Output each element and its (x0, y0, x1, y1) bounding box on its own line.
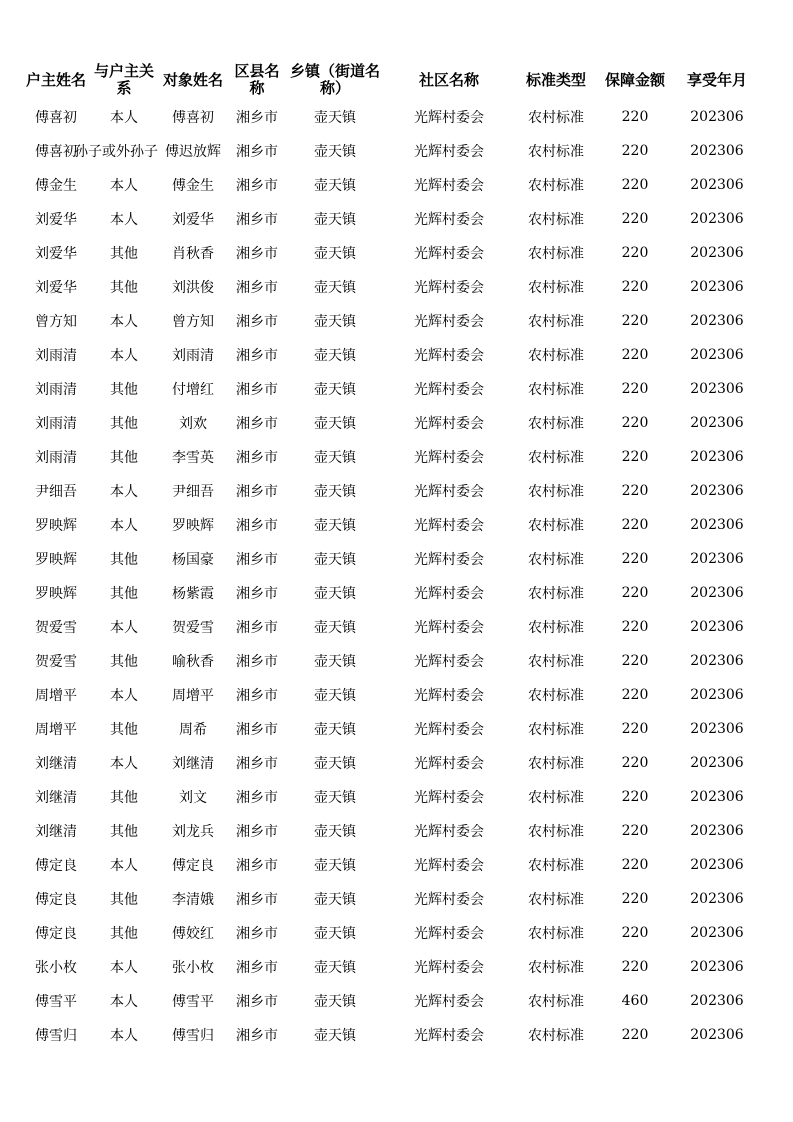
recipient-name-cell: 杨国豪 (172, 552, 214, 568)
recipient-name-cell: 傅喜初 (172, 110, 214, 126)
county-cell: 湘乡市 (236, 110, 278, 126)
township-cell: 壶天镇 (314, 314, 356, 330)
householder-name-cell: 刘雨清 (35, 348, 77, 364)
recipient-name-cell: 傅姣红 (172, 926, 214, 942)
table-row (22, 508, 762, 542)
community-cell: 光辉村委会 (414, 824, 484, 840)
relation-cell: 其他 (110, 722, 138, 738)
county-cell: 湘乡市 (236, 518, 278, 534)
table-row (22, 950, 762, 984)
amount-cell: 220 (621, 891, 649, 907)
township-cell: 壶天镇 (314, 280, 356, 296)
period-cell: 202306 (690, 245, 744, 261)
table-row (22, 440, 762, 474)
period-cell: 202306 (690, 619, 744, 635)
householder-name-cell: 张小枚 (35, 960, 77, 976)
header-relation: 与户主关系 (93, 62, 154, 97)
relation-cell: 其他 (110, 280, 138, 296)
header-householder-name: 户主姓名 (25, 70, 86, 89)
householder-name-cell: 贺爱雪 (35, 654, 77, 670)
table-row (22, 678, 762, 712)
recipient-name-cell: 刘洪俊 (172, 280, 214, 296)
community-cell: 光辉村委会 (414, 994, 484, 1010)
amount-cell: 220 (621, 245, 649, 261)
table-body (22, 100, 762, 1052)
table-row (22, 814, 762, 848)
community-cell: 光辉村委会 (414, 1028, 484, 1044)
community-cell: 光辉村委会 (414, 314, 484, 330)
amount-cell: 220 (621, 211, 649, 227)
county-cell: 湘乡市 (236, 722, 278, 738)
recipient-name-cell: 罗映辉 (172, 518, 214, 534)
period-cell: 202306 (690, 279, 744, 295)
amount-cell: 220 (621, 755, 649, 771)
householder-name-cell: 刘继清 (35, 790, 77, 806)
recipient-name-cell: 付增红 (172, 382, 214, 398)
township-cell: 壶天镇 (314, 722, 356, 738)
header-amount: 保障金额 (604, 70, 665, 89)
relation-cell: 本人 (110, 960, 138, 976)
amount-cell: 220 (621, 279, 649, 295)
table-row (22, 202, 762, 236)
county-cell: 湘乡市 (236, 314, 278, 330)
community-cell: 光辉村委会 (414, 926, 484, 942)
township-cell: 壶天镇 (314, 518, 356, 534)
standard-type-cell: 农村标准 (528, 348, 584, 364)
amount-cell: 220 (621, 483, 649, 499)
header-row (22, 60, 762, 100)
householder-name-cell: 周增平 (35, 688, 77, 704)
householder-name-cell: 刘雨清 (35, 450, 77, 466)
householder-name-cell: 罗映辉 (35, 552, 77, 568)
amount-cell: 220 (621, 619, 649, 635)
township-cell: 壶天镇 (314, 144, 356, 160)
table-row (22, 746, 762, 780)
period-cell: 202306 (690, 721, 744, 737)
standard-type-cell: 农村标准 (528, 586, 584, 602)
table-row (22, 134, 762, 168)
county-cell: 湘乡市 (236, 144, 278, 160)
period-cell: 202306 (690, 449, 744, 465)
householder-name-cell: 傅雪平 (35, 994, 77, 1010)
county-cell: 湘乡市 (236, 620, 278, 636)
recipient-name-cell: 周希 (179, 722, 207, 738)
table-row (22, 304, 762, 338)
community-cell: 光辉村委会 (414, 620, 484, 636)
standard-type-cell: 农村标准 (528, 212, 584, 228)
standard-type-cell: 农村标准 (528, 484, 584, 500)
community-cell: 光辉村委会 (414, 450, 484, 466)
township-cell: 壶天镇 (314, 756, 356, 772)
householder-name-cell: 尹细吾 (35, 484, 77, 500)
householder-name-cell: 傅雪归 (35, 1028, 77, 1044)
county-cell: 湘乡市 (236, 552, 278, 568)
county-cell: 湘乡市 (236, 178, 278, 194)
township-cell: 壶天镇 (314, 416, 356, 432)
period-cell: 202306 (690, 551, 744, 567)
recipient-name-cell: 肖秋香 (172, 246, 214, 262)
period-cell: 202306 (690, 517, 744, 533)
township-cell: 壶天镇 (314, 654, 356, 670)
community-cell: 光辉村委会 (414, 688, 484, 704)
period-cell: 202306 (690, 925, 744, 941)
community-cell: 光辉村委会 (414, 110, 484, 126)
relation-cell: 本人 (110, 110, 138, 126)
householder-name-cell: 傅定良 (35, 892, 77, 908)
table-header (22, 60, 762, 100)
relation-cell: 本人 (110, 858, 138, 874)
amount-cell: 220 (621, 381, 649, 397)
table-row (22, 372, 762, 406)
period-cell: 202306 (690, 653, 744, 669)
recipient-name-cell: 刘欢 (179, 416, 207, 432)
recipient-name-cell: 张小枚 (172, 960, 214, 976)
relation-cell: 本人 (110, 1028, 138, 1044)
community-cell: 光辉村委会 (414, 246, 484, 262)
relation-cell: 本人 (110, 348, 138, 364)
community-cell: 光辉村委会 (414, 586, 484, 602)
amount-cell: 220 (621, 959, 649, 975)
township-cell: 壶天镇 (314, 348, 356, 364)
standard-type-cell: 农村标准 (528, 1028, 584, 1044)
period-cell: 202306 (690, 143, 744, 159)
standard-type-cell: 农村标准 (528, 178, 584, 194)
period-cell: 202306 (690, 381, 744, 397)
county-cell: 湘乡市 (236, 246, 278, 262)
recipient-name-cell: 傅雪平 (172, 994, 214, 1010)
table-row (22, 1018, 762, 1052)
period-cell: 202306 (690, 313, 744, 329)
period-cell: 202306 (690, 687, 744, 703)
township-cell: 壶天镇 (314, 790, 356, 806)
township-cell: 壶天镇 (314, 484, 356, 500)
recipient-name-cell: 刘雨清 (172, 348, 214, 364)
table-row (22, 576, 762, 610)
county-cell: 湘乡市 (236, 416, 278, 432)
county-cell: 湘乡市 (236, 280, 278, 296)
header-county: 区县名称 (234, 62, 280, 97)
relation-cell: 其他 (110, 824, 138, 840)
table-row (22, 848, 762, 882)
county-cell: 湘乡市 (236, 450, 278, 466)
table-row (22, 916, 762, 950)
county-cell: 湘乡市 (236, 756, 278, 772)
householder-name-cell: 刘爱华 (35, 212, 77, 228)
table-row (22, 882, 762, 916)
community-cell: 光辉村委会 (414, 212, 484, 228)
county-cell: 湘乡市 (236, 1028, 278, 1044)
township-cell: 壶天镇 (314, 892, 356, 908)
period-cell: 202306 (690, 959, 744, 975)
community-cell: 光辉村委会 (414, 858, 484, 874)
relation-cell: 其他 (110, 586, 138, 602)
recipient-name-cell: 周增平 (172, 688, 214, 704)
relation-cell: 孙子或外孙子 (74, 144, 158, 160)
community-cell: 光辉村委会 (414, 654, 484, 670)
township-cell: 壶天镇 (314, 688, 356, 704)
relation-cell: 其他 (110, 552, 138, 568)
document-sheet (22, 60, 762, 1052)
relation-cell: 本人 (110, 756, 138, 772)
township-cell: 壶天镇 (314, 960, 356, 976)
table-row (22, 338, 762, 372)
amount-cell: 220 (621, 109, 649, 125)
standard-type-cell: 农村标准 (528, 110, 584, 126)
relation-cell: 本人 (110, 484, 138, 500)
standard-type-cell: 农村标准 (528, 382, 584, 398)
county-cell: 湘乡市 (236, 994, 278, 1010)
period-cell: 202306 (690, 891, 744, 907)
relation-cell: 本人 (110, 620, 138, 636)
standard-type-cell: 农村标准 (528, 722, 584, 738)
community-cell: 光辉村委会 (414, 960, 484, 976)
householder-name-cell: 傅定良 (35, 926, 77, 942)
recipient-name-cell: 傅雪归 (172, 1028, 214, 1044)
community-cell: 光辉村委会 (414, 348, 484, 364)
township-cell: 壶天镇 (314, 450, 356, 466)
recipient-name-cell: 刘继清 (172, 756, 214, 772)
recipient-name-cell: 贺爱雪 (172, 620, 214, 636)
period-cell: 202306 (690, 483, 744, 499)
header-township: 乡镇（街道名称） (289, 62, 380, 97)
table-row (22, 270, 762, 304)
amount-cell: 220 (621, 177, 649, 193)
relation-cell: 其他 (110, 416, 138, 432)
township-cell: 壶天镇 (314, 246, 356, 262)
relation-cell: 其他 (110, 450, 138, 466)
community-cell: 光辉村委会 (414, 552, 484, 568)
township-cell: 壶天镇 (314, 382, 356, 398)
header-period: 享受年月 (686, 70, 747, 89)
relation-cell: 其他 (110, 892, 138, 908)
county-cell: 湘乡市 (236, 790, 278, 806)
amount-cell: 220 (621, 143, 649, 159)
recipient-name-cell: 傅迟放辉 (165, 144, 221, 160)
householder-name-cell: 傅金生 (35, 178, 77, 194)
community-cell: 光辉村委会 (414, 416, 484, 432)
householder-name-cell: 刘爱华 (35, 246, 77, 262)
recipient-name-cell: 傅定良 (172, 858, 214, 874)
standard-type-cell: 农村标准 (528, 688, 584, 704)
table-row (22, 984, 762, 1018)
community-cell: 光辉村委会 (414, 484, 484, 500)
amount-cell: 220 (621, 347, 649, 363)
community-cell: 光辉村委会 (414, 518, 484, 534)
period-cell: 202306 (690, 211, 744, 227)
table-row (22, 644, 762, 678)
recipient-name-cell: 刘文 (179, 790, 207, 806)
householder-name-cell: 贺爱雪 (35, 620, 77, 636)
standard-type-cell: 农村标准 (528, 620, 584, 636)
township-cell: 壶天镇 (314, 926, 356, 942)
period-cell: 202306 (690, 823, 744, 839)
amount-cell: 220 (621, 585, 649, 601)
period-cell: 202306 (690, 585, 744, 601)
period-cell: 202306 (690, 1027, 744, 1043)
township-cell: 壶天镇 (314, 552, 356, 568)
householder-name-cell: 刘继清 (35, 756, 77, 772)
period-cell: 202306 (690, 755, 744, 771)
recipient-name-cell: 傅金生 (172, 178, 214, 194)
relation-cell: 本人 (110, 314, 138, 330)
county-cell: 湘乡市 (236, 654, 278, 670)
householder-name-cell: 傅喜初 (35, 144, 77, 160)
standard-type-cell: 农村标准 (528, 994, 584, 1010)
recipient-name-cell: 刘爱华 (172, 212, 214, 228)
period-cell: 202306 (690, 789, 744, 805)
township-cell: 壶天镇 (314, 586, 356, 602)
table-row (22, 542, 762, 576)
township-cell: 壶天镇 (314, 178, 356, 194)
table-row (22, 610, 762, 644)
subsidy-table (22, 60, 762, 1052)
township-cell: 壶天镇 (314, 212, 356, 228)
county-cell: 湘乡市 (236, 212, 278, 228)
householder-name-cell: 傅定良 (35, 858, 77, 874)
standard-type-cell: 农村标准 (528, 314, 584, 330)
householder-name-cell: 罗映辉 (35, 586, 77, 602)
table-row (22, 100, 762, 134)
relation-cell: 其他 (110, 654, 138, 670)
relation-cell: 其他 (110, 246, 138, 262)
standard-type-cell: 农村标准 (528, 552, 584, 568)
header-community: 社区名称 (418, 70, 479, 89)
standard-type-cell: 农村标准 (528, 144, 584, 160)
relation-cell: 本人 (110, 518, 138, 534)
amount-cell: 220 (621, 449, 649, 465)
community-cell: 光辉村委会 (414, 144, 484, 160)
table-row (22, 406, 762, 440)
standard-type-cell: 农村标准 (528, 246, 584, 262)
relation-cell: 本人 (110, 212, 138, 228)
period-cell: 202306 (690, 347, 744, 363)
table-row (22, 474, 762, 508)
amount-cell: 220 (621, 857, 649, 873)
standard-type-cell: 农村标准 (528, 892, 584, 908)
standard-type-cell: 农村标准 (528, 756, 584, 772)
amount-cell: 220 (621, 551, 649, 567)
standard-type-cell: 农村标准 (528, 654, 584, 670)
recipient-name-cell: 李清娥 (172, 892, 214, 908)
period-cell: 202306 (690, 857, 744, 873)
relation-cell: 其他 (110, 926, 138, 942)
householder-name-cell: 曾方知 (35, 314, 77, 330)
period-cell: 202306 (690, 109, 744, 125)
standard-type-cell: 农村标准 (528, 926, 584, 942)
county-cell: 湘乡市 (236, 960, 278, 976)
relation-cell: 本人 (110, 688, 138, 704)
standard-type-cell: 农村标准 (528, 824, 584, 840)
standard-type-cell: 农村标准 (528, 450, 584, 466)
householder-name-cell: 罗映辉 (35, 518, 77, 534)
table-row (22, 168, 762, 202)
community-cell: 光辉村委会 (414, 892, 484, 908)
amount-cell: 220 (621, 313, 649, 329)
table-row (22, 780, 762, 814)
period-cell: 202306 (690, 415, 744, 431)
standard-type-cell: 农村标准 (528, 280, 584, 296)
relation-cell: 其他 (110, 382, 138, 398)
county-cell: 湘乡市 (236, 892, 278, 908)
amount-cell: 220 (621, 653, 649, 669)
recipient-name-cell: 喻秋香 (172, 654, 214, 670)
recipient-name-cell: 李雪英 (172, 450, 214, 466)
recipient-name-cell: 曾方知 (172, 314, 214, 330)
county-cell: 湘乡市 (236, 484, 278, 500)
header-standard-type: 标准类型 (525, 70, 586, 89)
county-cell: 湘乡市 (236, 348, 278, 364)
community-cell: 光辉村委会 (414, 178, 484, 194)
standard-type-cell: 农村标准 (528, 416, 584, 432)
period-cell: 202306 (690, 177, 744, 193)
amount-cell: 220 (621, 415, 649, 431)
recipient-name-cell: 尹细吾 (172, 484, 214, 500)
township-cell: 壶天镇 (314, 620, 356, 636)
county-cell: 湘乡市 (236, 382, 278, 398)
standard-type-cell: 农村标准 (528, 790, 584, 806)
community-cell: 光辉村委会 (414, 722, 484, 738)
amount-cell: 220 (621, 721, 649, 737)
standard-type-cell: 农村标准 (528, 858, 584, 874)
householder-name-cell: 周增平 (35, 722, 77, 738)
county-cell: 湘乡市 (236, 824, 278, 840)
table-row (22, 236, 762, 270)
amount-cell: 220 (621, 517, 649, 533)
amount-cell: 220 (621, 789, 649, 805)
recipient-name-cell: 刘龙兵 (172, 824, 214, 840)
community-cell: 光辉村委会 (414, 280, 484, 296)
householder-name-cell: 刘爱华 (35, 280, 77, 296)
township-cell: 壶天镇 (314, 1028, 356, 1044)
amount-cell: 460 (621, 993, 649, 1009)
relation-cell: 本人 (110, 994, 138, 1010)
householder-name-cell: 刘继清 (35, 824, 77, 840)
amount-cell: 220 (621, 1027, 649, 1043)
township-cell: 壶天镇 (314, 110, 356, 126)
community-cell: 光辉村委会 (414, 790, 484, 806)
amount-cell: 220 (621, 823, 649, 839)
county-cell: 湘乡市 (236, 688, 278, 704)
householder-name-cell: 刘雨清 (35, 382, 77, 398)
amount-cell: 220 (621, 925, 649, 941)
relation-cell: 本人 (110, 178, 138, 194)
relation-cell: 其他 (110, 790, 138, 806)
county-cell: 湘乡市 (236, 586, 278, 602)
township-cell: 壶天镇 (314, 824, 356, 840)
header-recipient-name: 对象姓名 (162, 70, 223, 89)
community-cell: 光辉村委会 (414, 382, 484, 398)
recipient-name-cell: 杨紫霞 (172, 586, 214, 602)
county-cell: 湘乡市 (236, 858, 278, 874)
township-cell: 壶天镇 (314, 994, 356, 1010)
period-cell: 202306 (690, 993, 744, 1009)
householder-name-cell: 傅喜初 (35, 110, 77, 126)
householder-name-cell: 刘雨清 (35, 416, 77, 432)
standard-type-cell: 农村标准 (528, 960, 584, 976)
township-cell: 壶天镇 (314, 858, 356, 874)
standard-type-cell: 农村标准 (528, 518, 584, 534)
community-cell: 光辉村委会 (414, 756, 484, 772)
county-cell: 湘乡市 (236, 926, 278, 942)
table-row (22, 712, 762, 746)
amount-cell: 220 (621, 687, 649, 703)
